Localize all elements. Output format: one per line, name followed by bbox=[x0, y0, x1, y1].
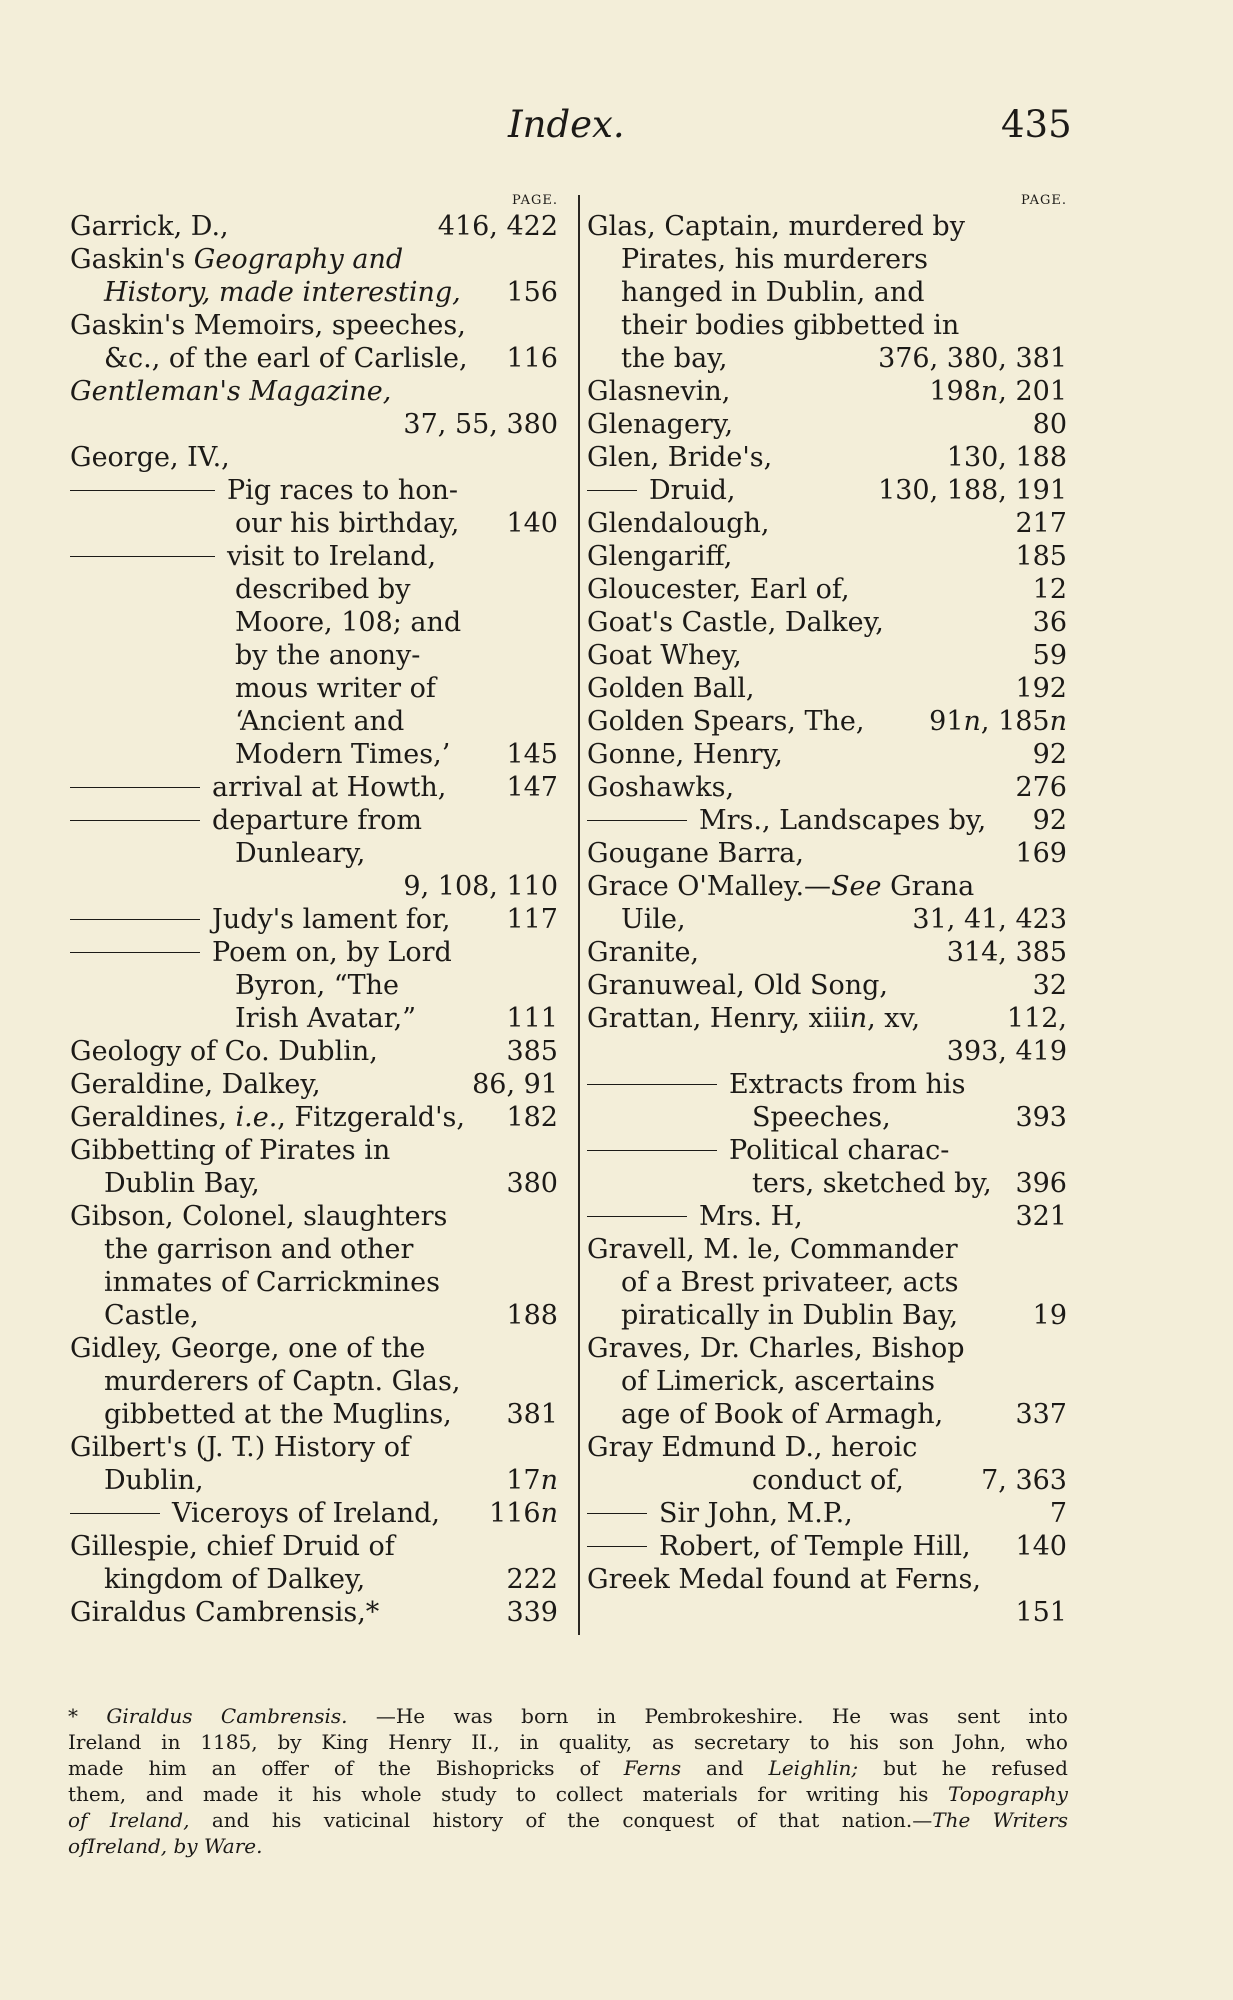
index-entry-line bbox=[70, 474, 558, 507]
entry-pages: 37, 55, 380 bbox=[403, 409, 558, 440]
index-entry-line bbox=[587, 870, 1067, 903]
index-entry-line bbox=[587, 1101, 1067, 1134]
index-entry-line bbox=[587, 1002, 1067, 1035]
entry-pages: 145 bbox=[506, 739, 558, 770]
entry-text: Moore, 108; and bbox=[235, 607, 462, 638]
entry-text: Golden Spears, The, bbox=[587, 706, 865, 737]
entry-text: age of Book of Armagh, bbox=[621, 1399, 944, 1430]
index-entry-line bbox=[587, 771, 1067, 804]
entry-pages: 276 bbox=[1015, 772, 1067, 803]
entry-text: Geology of Co. Dublin, bbox=[70, 1036, 378, 1067]
index-entry-line bbox=[587, 1596, 1067, 1629]
entry-pages: 393 bbox=[1015, 1102, 1067, 1133]
index-entry-line bbox=[70, 672, 558, 705]
entry-text: Modern Times,’ bbox=[235, 739, 451, 770]
entry-pages: 91n, 185n bbox=[929, 706, 1067, 737]
running-title: Index. bbox=[508, 103, 625, 146]
entry-text: Poem on, by Lord bbox=[212, 937, 452, 968]
entry-text: by the anony- bbox=[235, 640, 421, 671]
index-entry-line bbox=[587, 705, 1067, 738]
index-entry-line bbox=[70, 936, 558, 969]
index-entry-line bbox=[587, 540, 1067, 573]
footnote-line: Ireland in 1185, by King Henry II., in quality, as secretary to his son John, who bbox=[68, 1730, 1068, 1754]
index-entry-line bbox=[587, 1365, 1067, 1398]
index-entry-line bbox=[587, 375, 1067, 408]
index-entry-line bbox=[70, 1431, 558, 1464]
entry-text: Geraldine, Dalkey, bbox=[70, 1069, 321, 1100]
entry-pages: 314, 385 bbox=[946, 937, 1067, 968]
entry-pages: 59 bbox=[1032, 640, 1067, 671]
index-entry-line bbox=[70, 1365, 558, 1398]
entry-text: Gaskin's Geography and bbox=[70, 244, 404, 275]
index-entry-line bbox=[70, 210, 558, 243]
index-entry-line bbox=[587, 1035, 1067, 1068]
index-entry-line bbox=[587, 936, 1067, 969]
column-divider bbox=[578, 195, 580, 1635]
index-entry-line bbox=[587, 408, 1067, 441]
index-entry-line bbox=[70, 309, 558, 342]
entry-text: Pirates, his murderers bbox=[621, 244, 928, 275]
index-entry-line bbox=[70, 1200, 558, 1233]
entry-text: Gilbert's (J. T.) History of bbox=[70, 1432, 411, 1463]
entry-text: Dublin, bbox=[104, 1465, 204, 1496]
entry-pages: 147 bbox=[506, 772, 558, 803]
ditto-dash bbox=[587, 1513, 647, 1514]
entry-text: Irish Avatar,” bbox=[235, 1003, 417, 1034]
ditto-dash bbox=[587, 490, 637, 491]
entry-text: Glen, Bride's, bbox=[587, 442, 773, 473]
entry-text: Gibbetting of Pirates in bbox=[70, 1135, 391, 1166]
entry-text: Granuweal, Old Song, bbox=[587, 970, 888, 1001]
index-entry-line bbox=[587, 309, 1067, 342]
entry-text: Graves, Dr. Charles, Bishop bbox=[587, 1333, 965, 1364]
entry-text: of a Brest privateer, acts bbox=[621, 1267, 959, 1298]
index-entry-line bbox=[70, 837, 558, 870]
index-entry-line bbox=[587, 1332, 1067, 1365]
entry-pages: 17n bbox=[506, 1465, 558, 1496]
index-entry-line bbox=[70, 804, 558, 837]
index-entry-line bbox=[70, 1167, 558, 1200]
entry-text: Goshawks, bbox=[587, 772, 735, 803]
entry-text: Gillespie, chief Druid of bbox=[70, 1531, 395, 1562]
index-entry-line bbox=[70, 507, 558, 540]
page-column-label: PAGE. bbox=[512, 193, 558, 208]
entry-pages: 396 bbox=[1015, 1168, 1067, 1199]
index-entry-line bbox=[587, 1530, 1067, 1563]
entry-text: inmates of Carrickmines bbox=[104, 1267, 440, 1298]
entry-text: Gravell, M. le, Commander bbox=[587, 1234, 958, 1265]
ditto-dash bbox=[587, 820, 687, 821]
index-entry-line bbox=[70, 1101, 558, 1134]
entry-pages: 188 bbox=[506, 1300, 558, 1331]
entry-text: Mrs. H, bbox=[699, 1201, 803, 1232]
entry-text: of Limerick, ascertains bbox=[621, 1366, 935, 1397]
entry-text: &c., of the earl of Carlisle, bbox=[104, 343, 468, 374]
entry-pages: 116 bbox=[506, 343, 558, 374]
entry-text: the garrison and other bbox=[104, 1234, 414, 1265]
entry-text: Gougane Barra, bbox=[587, 838, 804, 869]
index-entry-line bbox=[587, 573, 1067, 606]
entry-text: ters, sketched by, bbox=[752, 1168, 992, 1199]
entry-pages: 380 bbox=[506, 1168, 558, 1199]
entry-text: Gonne, Henry, bbox=[587, 739, 783, 770]
entry-pages: 217 bbox=[1015, 508, 1067, 539]
entry-pages: 111 bbox=[506, 1003, 558, 1034]
entry-pages: 393, 419 bbox=[946, 1036, 1067, 1067]
index-entry-line bbox=[70, 573, 558, 606]
index-entry-line bbox=[70, 969, 558, 1002]
entry-text: Glenagery, bbox=[587, 409, 734, 440]
entry-text: gibbetted at the Muglins, bbox=[104, 1399, 452, 1430]
index-column-right bbox=[587, 192, 1067, 1629]
index-entry-line bbox=[587, 276, 1067, 309]
index-entry-line bbox=[70, 540, 558, 573]
entry-pages: 130, 188, 191 bbox=[878, 475, 1067, 506]
index-entry-line bbox=[587, 903, 1067, 936]
entry-text: mous writer of bbox=[235, 673, 436, 704]
entry-pages: 381 bbox=[506, 1399, 558, 1430]
entry-text: Byron, “The bbox=[235, 970, 399, 1001]
entry-text: Gidley, George, one of the bbox=[70, 1333, 426, 1364]
entry-pages: 7, 363 bbox=[981, 1465, 1067, 1496]
entry-text: Political charac- bbox=[729, 1135, 950, 1166]
entry-pages: 36 bbox=[1032, 607, 1067, 638]
index-entry-line bbox=[587, 1431, 1067, 1464]
entry-text: Greek Medal found at Ferns, bbox=[587, 1564, 981, 1595]
index-entry-line bbox=[70, 639, 558, 672]
index-entry-line bbox=[587, 1167, 1067, 1200]
index-entry-line bbox=[70, 1068, 558, 1101]
entry-pages: 416, 422 bbox=[437, 211, 558, 242]
entry-pages: 156 bbox=[506, 277, 558, 308]
entry-text: conduct of, bbox=[752, 1465, 904, 1496]
entry-pages: 9, 108, 110 bbox=[403, 871, 558, 902]
entry-text: Gaskin's Memoirs, speeches, bbox=[70, 310, 466, 341]
index-entry-line bbox=[70, 1497, 558, 1530]
index-entry-line bbox=[587, 1299, 1067, 1332]
entry-text: visit to Ireland, bbox=[227, 541, 437, 572]
entry-text: departure from bbox=[212, 805, 423, 836]
ditto-dash bbox=[70, 1513, 160, 1514]
index-entry-line bbox=[70, 870, 558, 903]
index-entry-line bbox=[587, 243, 1067, 276]
entry-pages: 337 bbox=[1015, 1399, 1067, 1430]
entry-text: Granite, bbox=[587, 937, 700, 968]
index-entry-line bbox=[70, 342, 558, 375]
entry-text: Sir John, M.P., bbox=[659, 1498, 853, 1529]
entry-pages: 92 bbox=[1032, 739, 1067, 770]
entry-text: Glengariff, bbox=[587, 541, 733, 572]
index-entry-line bbox=[587, 639, 1067, 672]
index-entry-line bbox=[70, 1134, 558, 1167]
footnote-line: * Giraldus Cambrensis. —He was born in Pembrokeshire. He was sent into bbox=[68, 1704, 1068, 1728]
index-entry-line bbox=[70, 705, 558, 738]
index-entry-line bbox=[70, 1233, 558, 1266]
ditto-dash bbox=[587, 1084, 717, 1085]
ditto-dash bbox=[70, 919, 200, 920]
ditto-dash bbox=[70, 556, 215, 557]
entry-pages: 117 bbox=[506, 904, 558, 935]
entry-text: Dunleary, bbox=[235, 838, 366, 869]
index-entry-line bbox=[587, 342, 1067, 375]
entry-text: Garrick, D., bbox=[70, 211, 229, 242]
index-entry-line bbox=[587, 837, 1067, 870]
footnote-line: of Ireland, by Ware. bbox=[68, 1834, 263, 1858]
entry-text: Mrs., Landscapes by, bbox=[699, 805, 987, 836]
ditto-dash bbox=[70, 490, 215, 491]
entry-text: Glas, Captain, murdered by bbox=[587, 211, 965, 242]
index-entry-line bbox=[587, 1563, 1067, 1596]
entry-text: Goat Whey, bbox=[587, 640, 742, 671]
entry-pages: 86, 91 bbox=[472, 1069, 558, 1100]
entry-text: History, made interesting, bbox=[104, 277, 461, 308]
index-entry-line bbox=[70, 1563, 558, 1596]
entry-text: Glasnevin, bbox=[587, 376, 731, 407]
footnote-line: them, and made it his whole study to collect materials for writing his Topography bbox=[68, 1782, 1068, 1806]
entry-pages: 19 bbox=[1032, 1300, 1067, 1331]
index-column-left bbox=[70, 192, 558, 1629]
index-entry-line bbox=[587, 1068, 1067, 1101]
index-entry-line bbox=[587, 1200, 1067, 1233]
index-entry-line bbox=[587, 672, 1067, 705]
index-entry-line bbox=[587, 1398, 1067, 1431]
entry-pages: 12 bbox=[1032, 574, 1067, 605]
entry-text: Gloucester, Earl of, bbox=[587, 574, 850, 605]
entry-text: hanged in Dublin, and bbox=[621, 277, 925, 308]
entry-text: Giraldus Cambrensis,* bbox=[70, 1597, 380, 1628]
page-number: 435 bbox=[1001, 103, 1072, 146]
entry-pages: 130, 188 bbox=[946, 442, 1067, 473]
ditto-dash bbox=[70, 787, 200, 788]
footnote-line: of Ireland, and his vaticinal history of the conquest of that nation.—The Writers bbox=[68, 1808, 1068, 1832]
entry-text: Goat's Castle, Dalkey, bbox=[587, 607, 884, 638]
entry-pages: 116n bbox=[489, 1498, 558, 1529]
index-entry-line bbox=[70, 1299, 558, 1332]
entry-pages: 140 bbox=[1015, 1531, 1067, 1562]
index-entry-line bbox=[70, 903, 558, 936]
entry-text: described by bbox=[235, 574, 411, 605]
index-entry-line bbox=[70, 1596, 558, 1629]
entry-text: Golden Ball, bbox=[587, 673, 755, 704]
index-entry-line bbox=[587, 606, 1067, 639]
entry-text: kingdom of Dalkey, bbox=[104, 1564, 366, 1595]
entry-pages: 112, bbox=[1006, 1003, 1067, 1034]
entry-text: murderers of Captn. Glas, bbox=[104, 1366, 461, 1397]
entry-pages: 31, 41, 423 bbox=[912, 904, 1067, 935]
entry-text: Extracts from his bbox=[729, 1069, 966, 1100]
entry-text: Druid, bbox=[649, 475, 736, 506]
entry-text: Gentleman's Magazine, bbox=[70, 376, 392, 407]
index-entry-line bbox=[70, 1398, 558, 1431]
entry-pages: 198n, 201 bbox=[929, 376, 1067, 407]
entry-text: Glendalough, bbox=[587, 508, 770, 539]
entry-text: piratically in Dublin Bay, bbox=[621, 1300, 959, 1331]
page-column-label: PAGE. bbox=[1021, 193, 1067, 208]
entry-text: their bodies gibbetted in bbox=[621, 310, 960, 341]
ditto-dash bbox=[70, 820, 200, 821]
index-entry-line bbox=[70, 408, 558, 441]
index-entry-line bbox=[70, 276, 558, 309]
index-entry-line bbox=[70, 738, 558, 771]
entry-text: Pig races to hon- bbox=[227, 475, 459, 506]
index-entry-line bbox=[587, 969, 1067, 1002]
index-entry-line bbox=[70, 375, 558, 408]
entry-text: Uile, bbox=[621, 904, 686, 935]
index-entries-left bbox=[70, 210, 558, 1629]
entry-pages: 92 bbox=[1032, 805, 1067, 836]
entry-pages: 151 bbox=[1015, 1597, 1067, 1628]
entry-text: Robert, of Temple Hill, bbox=[659, 1531, 971, 1562]
ditto-dash bbox=[587, 1216, 687, 1217]
index-entry-line bbox=[587, 1266, 1067, 1299]
index-entry-line bbox=[587, 441, 1067, 474]
entry-pages: 32 bbox=[1032, 970, 1067, 1001]
entry-text: Gibson, Colonel, slaughters bbox=[70, 1201, 448, 1232]
entry-pages: 321 bbox=[1015, 1201, 1067, 1232]
ditto-dash bbox=[70, 952, 200, 953]
index-entry-line bbox=[70, 771, 558, 804]
entry-pages: 339 bbox=[506, 1597, 558, 1628]
entry-text: Geraldines, i.e., Fitzgerald's, bbox=[70, 1102, 465, 1133]
index-entry-line bbox=[70, 1266, 558, 1299]
index-entry-line bbox=[587, 474, 1067, 507]
entry-text: Gray Edmund D., heroic bbox=[587, 1432, 918, 1463]
entry-text: Judy's lament for, bbox=[212, 904, 451, 935]
index-entry-line bbox=[587, 1497, 1067, 1530]
entry-text: Grace O'Malley.—See Grana bbox=[587, 871, 975, 902]
index-entry-line bbox=[70, 1002, 558, 1035]
ditto-dash bbox=[587, 1150, 717, 1151]
index-entry-line bbox=[70, 243, 558, 276]
index-entry-line bbox=[70, 1530, 558, 1563]
entry-pages: 222 bbox=[506, 1564, 558, 1595]
index-entry-line bbox=[70, 606, 558, 639]
entry-pages: 169 bbox=[1015, 838, 1067, 869]
entry-pages: 7 bbox=[1049, 1498, 1067, 1529]
index-entry-line bbox=[70, 1332, 558, 1365]
entry-text: Viceroys of Ireland, bbox=[172, 1498, 440, 1529]
index-entry-line bbox=[587, 738, 1067, 771]
index-entry-line bbox=[587, 804, 1067, 837]
entry-text: the bay, bbox=[621, 343, 728, 374]
index-entry-line bbox=[587, 1134, 1067, 1167]
entry-pages: 140 bbox=[506, 508, 558, 539]
entry-pages: 182 bbox=[506, 1102, 558, 1133]
entry-pages: 80 bbox=[1032, 409, 1067, 440]
index-entry-line bbox=[587, 1233, 1067, 1266]
ditto-dash bbox=[587, 1546, 647, 1547]
entry-pages: 185 bbox=[1015, 541, 1067, 572]
page-header bbox=[0, 103, 1233, 153]
index-entry-line bbox=[70, 1464, 558, 1497]
entry-text: ‘Ancient and bbox=[235, 706, 405, 737]
entry-text: Speeches, bbox=[752, 1102, 891, 1133]
entry-text: Castle, bbox=[104, 1300, 199, 1331]
entry-pages: 192 bbox=[1015, 673, 1067, 704]
footnote-line: made him an offer of the Bishopricks of Ferns and Leighlin; but he refused bbox=[68, 1756, 1068, 1780]
entry-text: arrival at Howth, bbox=[212, 772, 447, 803]
index-entry-line bbox=[587, 210, 1067, 243]
entry-pages: 385 bbox=[506, 1036, 558, 1067]
index-entry-line bbox=[70, 441, 558, 474]
entry-text: our his birthday, bbox=[235, 508, 460, 539]
index-entry-line bbox=[587, 507, 1067, 540]
entry-text: Grattan, Henry, xiiin, xv, bbox=[587, 1003, 921, 1034]
entry-text: George, IV., bbox=[70, 442, 230, 473]
index-entry-line bbox=[587, 1464, 1067, 1497]
entry-text: Dublin Bay, bbox=[104, 1168, 260, 1199]
footnote bbox=[68, 1703, 1068, 1859]
index-entries-right bbox=[587, 210, 1067, 1629]
index-entry-line bbox=[70, 1035, 558, 1068]
entry-pages: 376, 380, 381 bbox=[878, 343, 1067, 374]
